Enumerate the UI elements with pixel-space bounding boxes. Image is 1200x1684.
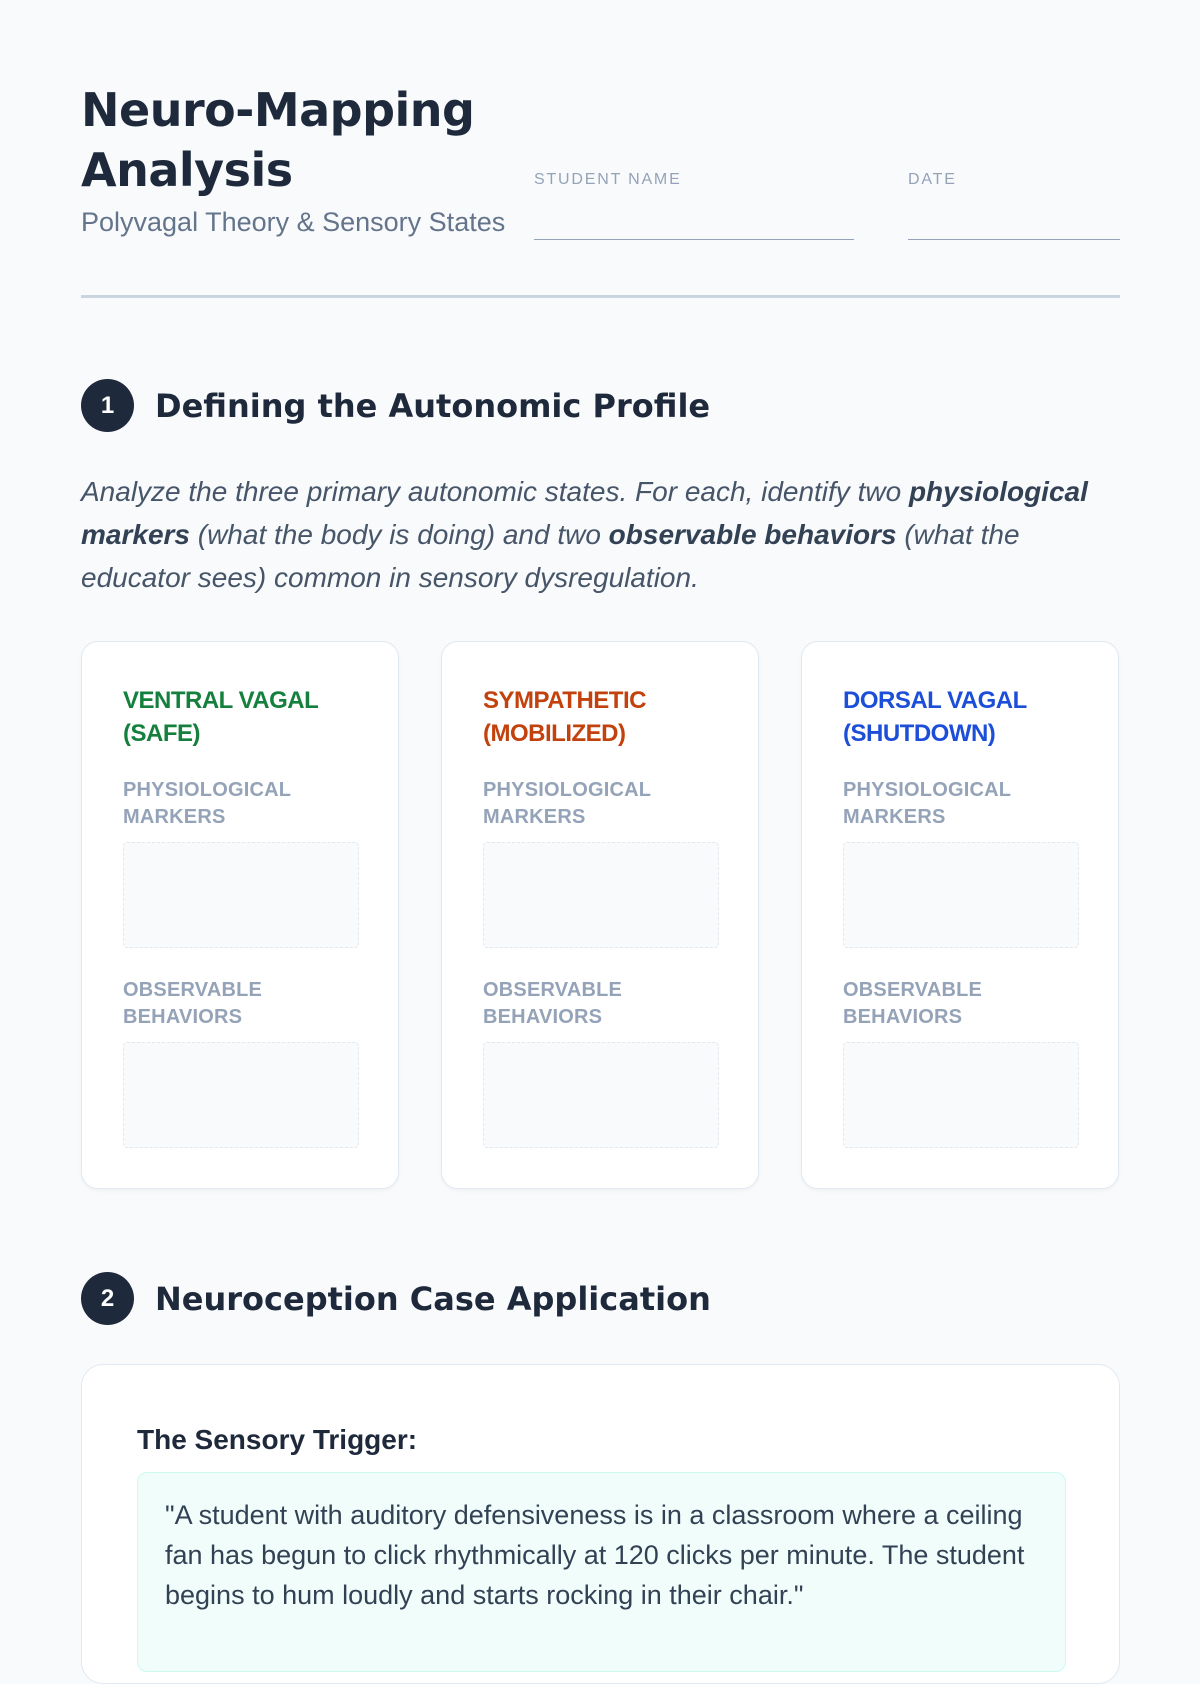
physiological-markers-label: PHYSIOLOGICAL MARKERS: [843, 779, 1011, 828]
observable-behaviors-box[interactable]: [843, 1042, 1079, 1148]
sensory-trigger-quote: "A student with auditory defensiveness is in a classroom where a ceiling fan has begun to click rhythmically at 120 clicks per minute. The student begins to hum loudly and starts rocking in their chair.": [137, 1472, 1066, 1672]
section-1-title: Defining the Autonomic Profile: [155, 386, 711, 425]
physiological-markers-box[interactable]: [123, 842, 359, 948]
intro-text-3: (what the educator sees) common in sensory dysregulation.: [81, 519, 1020, 593]
section-2-title: Neuroception Case Application: [155, 1279, 711, 1318]
intro-text-2: (what the body is doing) and two: [189, 519, 609, 550]
intro-bold-physiological: physiological markers: [81, 476, 1088, 550]
date-field[interactable]: [908, 170, 1120, 190]
observable-behaviors-label: OBSERVABLE BEHAVIORS: [843, 979, 983, 1028]
physiological-markers-box[interactable]: [483, 842, 719, 948]
page-subtitle: Polyvagal Theory & Sensory States: [81, 207, 506, 237]
date-line[interactable]: [908, 239, 1120, 240]
student-name-line[interactable]: [534, 239, 854, 240]
observable-behaviors-label: OBSERVABLE BEHAVIORS: [123, 979, 263, 1028]
section-1-instructions: [81, 470, 1120, 599]
section-2-heading: [81, 1272, 711, 1325]
date-label: DATE: [908, 171, 957, 188]
student-name-label: STUDENT NAME: [534, 171, 682, 188]
physiological-markers-label: PHYSIOLOGICAL MARKERS: [483, 779, 651, 828]
sensory-trigger-heading: The Sensory Trigger:: [137, 1424, 418, 1455]
state-card-title: SYMPATHETIC (MOBILIZED): [483, 687, 646, 747]
observable-behaviors-box[interactable]: [483, 1042, 719, 1148]
state-card-title: DORSAL VAGAL (SHUTDOWN): [843, 687, 1027, 747]
state-card-title: VENTRAL VAGAL (SAFE): [123, 687, 318, 747]
physiological-markers-label: PHYSIOLOGICAL MARKERS: [123, 779, 291, 828]
state-card-sympathetic: [441, 641, 759, 1189]
state-card-ventral-vagal: [81, 641, 399, 1189]
observable-behaviors-label: OBSERVABLE BEHAVIORS: [483, 979, 623, 1028]
section-2-number-badge: 2: [81, 1272, 134, 1325]
student-name-field[interactable]: [534, 170, 854, 190]
autonomic-state-cards: [81, 641, 1120, 1189]
worksheet-header: [81, 0, 1120, 298]
page-title: Neuro-Mapping Analysis: [81, 83, 475, 197]
section-1-heading: [81, 379, 710, 432]
physiological-markers-box[interactable]: [843, 842, 1079, 948]
worksheet-page: [81, 0, 1120, 1610]
section-1-number-badge: 1: [81, 379, 134, 432]
observable-behaviors-box[interactable]: [123, 1042, 359, 1148]
intro-bold-behaviors: observable behaviors: [608, 519, 897, 550]
header-divider: [81, 295, 1120, 298]
intro-text-1: Analyze the three primary autonomic states. For each, identify two: [81, 476, 909, 507]
state-card-dorsal-vagal: [801, 641, 1119, 1189]
case-application-card: [81, 1364, 1120, 1684]
